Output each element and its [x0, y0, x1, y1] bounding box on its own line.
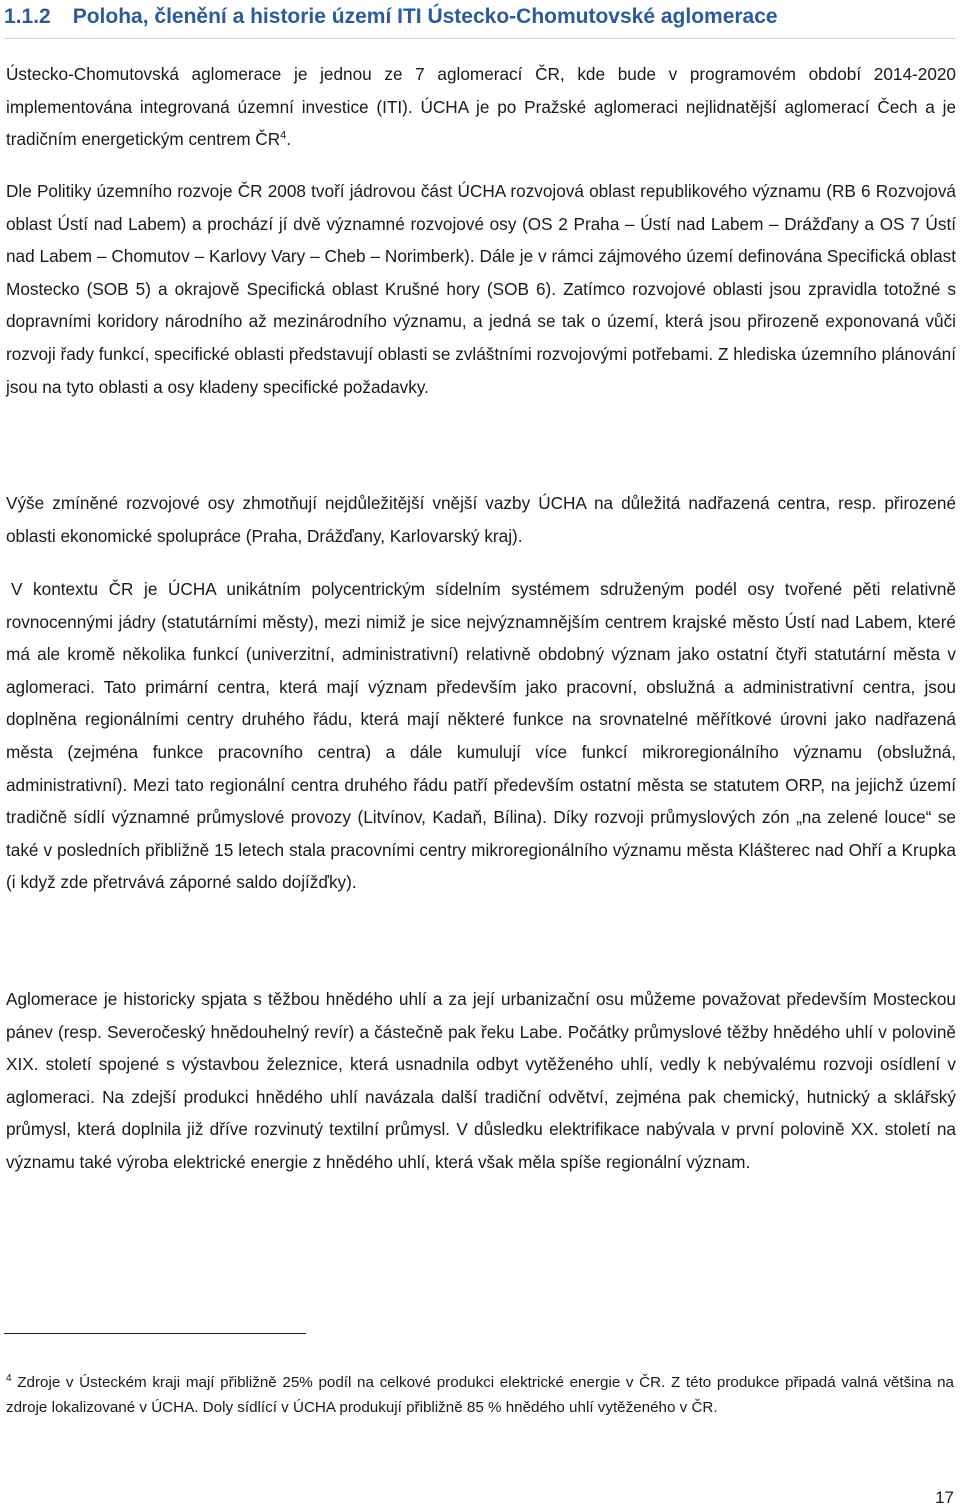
paragraph-2: Dle Politiky územního rozvoje ČR 2008 tvoří jádrovou část ÚCHA rozvojová oblast republikového významu (RB 6 Rozvojová oblast Ústí nad Labem) a prochází jí dvě významné rozvojové osy (OS 2 Praha – Ústí nad Labem – Drážďany a OS 7 Ústí nad Labem – Chomutov – Karlovy Vary – Cheb – Norimberk). Dále je v rámci zájmového území definována Specifická oblast Mostecko (SOB 5) a okrajově Specifická oblast Krušné hory (SOB 6). Zatímco rozvojové oblasti jsou zpravidla totožné s dopravními koridory národního až mezinárodního významu, a jedná se tak o území, která jsou přirozeně exponovaná vůči rozvoji řady funkcí, specifické oblasti představují oblasti se zvláštními rozvojovými potřebami. Z hlediska územního plánování jsou na tyto oblasti a osy kladeny specifické požadavky.	[6, 181, 956, 397]
footnote-separator	[4, 1333, 306, 1334]
section-number: 1.1.2	[4, 5, 51, 28]
footnote	[6, 1370, 954, 1420]
paragraph-5: Aglomerace je historicky spjata s těžbou hnědého uhlí a za její urbanizační osu můžeme považovat především Mosteckou pánev (resp. Severočeský hnědouhelný revír) a částečně pak řeku Labe. Počátky průmyslové těžby hnědého uhlí v polovině XIX. století spojené s výstavbou železnice, která usnadnila odbyt vytěženého uhlí, vedly k nebývalému rozvoji osídlení v aglomeraci. Na zdejší produkci hnědého uhlí navázala další tradiční odvětví, zejména pak chemický, hutnický a sklářský průmysl, která doplnila již dříve rozvinutý textilní průmysl. V důsledku elektrifikace nabývala v první polovině XX. století na významu také výroba elektrické energie z hnědého uhlí, která však měla spíše regionální význam.	[6, 989, 956, 1172]
paragraph-4	[6, 573, 956, 899]
page-number: 17	[935, 1488, 954, 1507]
paragraph-3: Výše zmíněné rozvojové osy zhmotňují nejdůležitější vnější vazby ÚCHA na důležitá nadřazená centra, resp. přirozené oblasti ekonomické spolupráce (Praha, Drážďany, Karlovarský kraj).	[6, 493, 956, 546]
footnote-reference[interactable]: 4	[280, 129, 287, 142]
paragraph-1	[6, 58, 956, 156]
paragraph-1-tail: .	[286, 129, 292, 150]
footnote-text: Zdroje v Ústeckém kraji mají přibližně 25% podíl na celkové produkci elektrické energie v ČR. Z této produkce připadá valná většina na zdroje lokalizované v ÚCHA. Doly sídlící v ÚCHA produkují přibližně 85 % hnědého uhlí vytěženého v ČR.	[6, 1374, 954, 1416]
footnote-marker: 4	[6, 1372, 12, 1384]
section-title: Poloha, členění a historie území ITI Ústecko-Chomutovské aglomerace	[72, 5, 778, 28]
section-heading	[4, 2, 956, 39]
paragraph-1-text: Ústecko-Chomutovská aglomerace je jednou ze 7 aglomerací ČR, kde bude v programovém období 2014-2020 implementována integrovaná územní investice (ITI). ÚCHA je po Pražské aglomeraci nejlidnatější aglomerací Čech a je tradičním energetickým centrem ČR	[6, 64, 956, 150]
paragraph-4-text: V kontextu ČR je ÚCHA unikátním polycentrickým sídelním systémem sdruženým podél osy tvořené pěti relativně rovnocennými jádry (statutárními městy), mezi nimiž je sice nejvýznamnějším centrem krajské město Ústí nad Labem, které má ale kromě několika funkcí (univerzitní, administrativní) relativně obdobný význam jako ostatní čtyři statutární města v aglomeraci. Tato primární centra, která mají význam především jako pracovní, obslužná a administrativní centra, jsou doplněna regionálními centry druhého řádu, která mají některé funkce na srovnatelné měřítkové úrovni jako nadřazená města (zejména funkce pracovního centra) a dále kumulují více funkcí mikroregionálního významu (obslužná, administrativní). Mezi tato regionální centra druhého řádu patří především ostatní města se statutem ORP, na jejichž území tradičně sídlí významné průmyslové provozy (Litvínov, Kadaň, Bílina). Díky rozvoji průmyslových zón „na zelené louce“ se také v posledních přibližně 15 letech stala pracovními centry mikroregionálního významu města Klášterec nad Ohří a Krupka (i když zde přetrvává záporné saldo dojížďky).	[6, 579, 956, 893]
